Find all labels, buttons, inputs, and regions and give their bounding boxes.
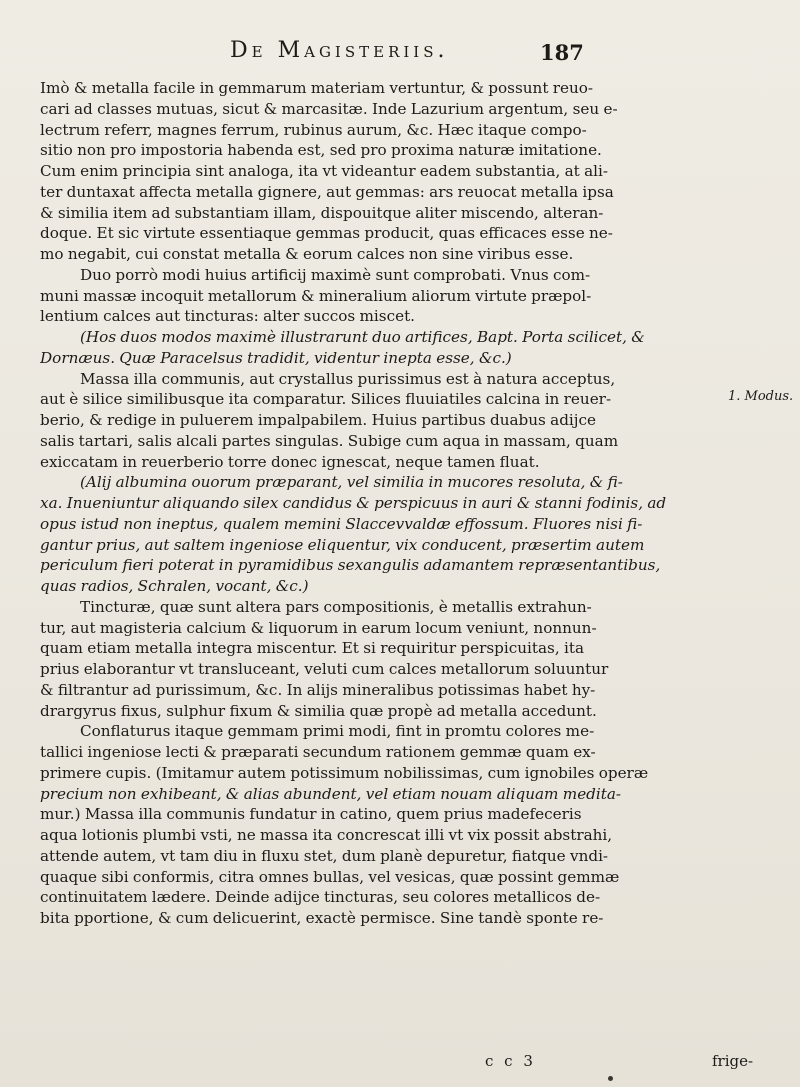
text-line: exiccatam in reuerberio torre donec ignescat, neque tamen fluat.	[40, 452, 540, 471]
text-line: Duo porrò modi huius artificij maximè sunt comprobati. Vnus com-	[80, 265, 591, 284]
margin-note: 1. Modus.	[728, 389, 794, 404]
text-line: mo negabit, cui constat metalla & eorum calces non sine viribus esse.	[40, 245, 574, 263]
text-line: primere cupis. (Imitamur autem potissimum nobilissimas, cum ignobiles operæ	[40, 763, 649, 782]
note-line: periculum fieri poterat in pyramidibus sexangulis adamantem repræsentantibus,	[40, 556, 661, 575]
note-line: opus istud non ineptus, qualem memini Slaccevvaldæ effossum. Fluores nisi fi-	[40, 514, 643, 533]
text-line: cari ad classes mutuas, sicut & marcasitæ. Inde Lazurium argentum, seu e-	[40, 99, 618, 118]
text-line: salis tartari, salis alcali partes singulas. Subige cum aqua in massam, quam	[40, 431, 619, 450]
running-head: De Magisteriis.	[230, 38, 449, 63]
text-line: quaque sibi conformis, citra omnes bullas, vel vesicas, quæ possint gemmæ	[40, 867, 620, 886]
text-line: Conflaturus itaque gemmam primi modi, fint in promtu colores me-	[80, 722, 595, 741]
text-line: attende autem, vt tam diu in fluxu stet, dum planè depuretur, fiatque vndi-	[40, 846, 609, 865]
text-line: tallici ingeniose lecti & præparati secundum rationem gemmæ quam ex-	[40, 743, 596, 761]
text-line: Tincturæ, quæ sunt altera pars compositionis, è metallis extrahun-	[80, 597, 592, 616]
note-line: precium non exhibeant, & alias abundent, vel etiam nouam aliquam medita-	[40, 784, 622, 803]
signature-mark: c c 3	[485, 1052, 536, 1070]
page-header	[230, 38, 670, 72]
text-line: berio, & redige in puluerem impalpabilem. Huius partibus duabus adijce	[40, 411, 596, 429]
text-line: ter duntaxat affecta metalla gignere, aut gemmas: ars reuocat metalla ipsa	[40, 182, 614, 201]
text-line: & filtrantur ad purissimum, &c. In alijs mineralibus potissimas habet hy-	[40, 680, 596, 699]
text-line: drargyrus fixus, sulphur fixum & similia quæ propè ad metalla accedunt.	[40, 701, 597, 720]
text-line: aut è silice similibusque ita comparatur. Silices fluuiatiles calcina in reuer-	[40, 390, 612, 409]
note-line: (Hos duos modos maximè illustrarunt duo artifices, Bapt. Porta scilicet, &	[80, 328, 645, 346]
note-line: xa. Inueniuntur aliquando silex candidus & perspicuus in auri & stanni fodinis, ad	[40, 494, 667, 512]
text-line: quam etiam metalla integra miscentur. Et si requiritur perspicuitas, ita	[40, 639, 585, 658]
text-line: bita pportione, & cum delicuerint, exactè permisce. Sine tandè sponte re-	[40, 909, 604, 927]
body-text	[40, 78, 720, 929]
text-line: & similia item ad substantiam illam, dispouitque aliter miscendo, alteran-	[40, 203, 604, 222]
text-line: tur, aut magisteria calcium & liquorum in earum locum veniunt, nonnun-	[40, 618, 597, 637]
catchword: frige-	[712, 1052, 754, 1070]
text-line: lentium calces aut tincturas: alter succos miscet.	[40, 307, 416, 326]
text-line: prius elaborantur vt transluceant, veluti cum calces metallorum soluuntur	[40, 660, 609, 678]
text-line: mur.) Massa illa communis fundatur in catino, quem prius madefeceris	[40, 805, 582, 824]
text-line: Imò & metalla facile in gemmarum materiam vertuntur, & possunt reuo-	[40, 79, 594, 97]
text-line: lectrum referr, magnes ferrum, rubinus aurum, &c. Hæc itaque compo-	[40, 120, 587, 139]
text-line: Cum enim principia sint analoga, ita vt videantur eadem substantia, at ali-	[40, 162, 608, 180]
note-line: Dornæus. Quæ Paracelsus tradidit, videntur inepta esse, &c.)	[40, 348, 512, 367]
page-number: 187	[540, 40, 584, 65]
text-line: Massa illa communis, aut crystallus purissimus est à natura acceptus,	[80, 369, 616, 388]
text-line: aqua lotionis plumbi vsti, ne massa ita concrescat illi vt vix possit abstrahi,	[40, 826, 613, 844]
note-line: gantur prius, aut saltem ingeniose eliquentur, vix conducent, præsertim autem	[40, 535, 645, 554]
text-line: muni massæ incoquit metallorum & mineralium aliorum virtute præpol-	[40, 286, 592, 305]
text-line: doque. Et sic virtute essentiaque gemmas producit, quas efficaces esse ne-	[40, 224, 613, 243]
note-line: (Alij albumina ouorum præparant, vel similia in mucores resoluta, & fi-	[80, 473, 623, 492]
note-line: quas radios, Schralen, vocant, &c.)	[40, 577, 309, 595]
text-line: continuitatem lædere. Deinde adijce tincturas, seu colores metallicos de-	[40, 888, 601, 907]
text-line: sitio non pro impostoria habenda est, sed pro proxima naturæ imitatione.	[40, 141, 602, 160]
ink-dot	[608, 1076, 613, 1081]
